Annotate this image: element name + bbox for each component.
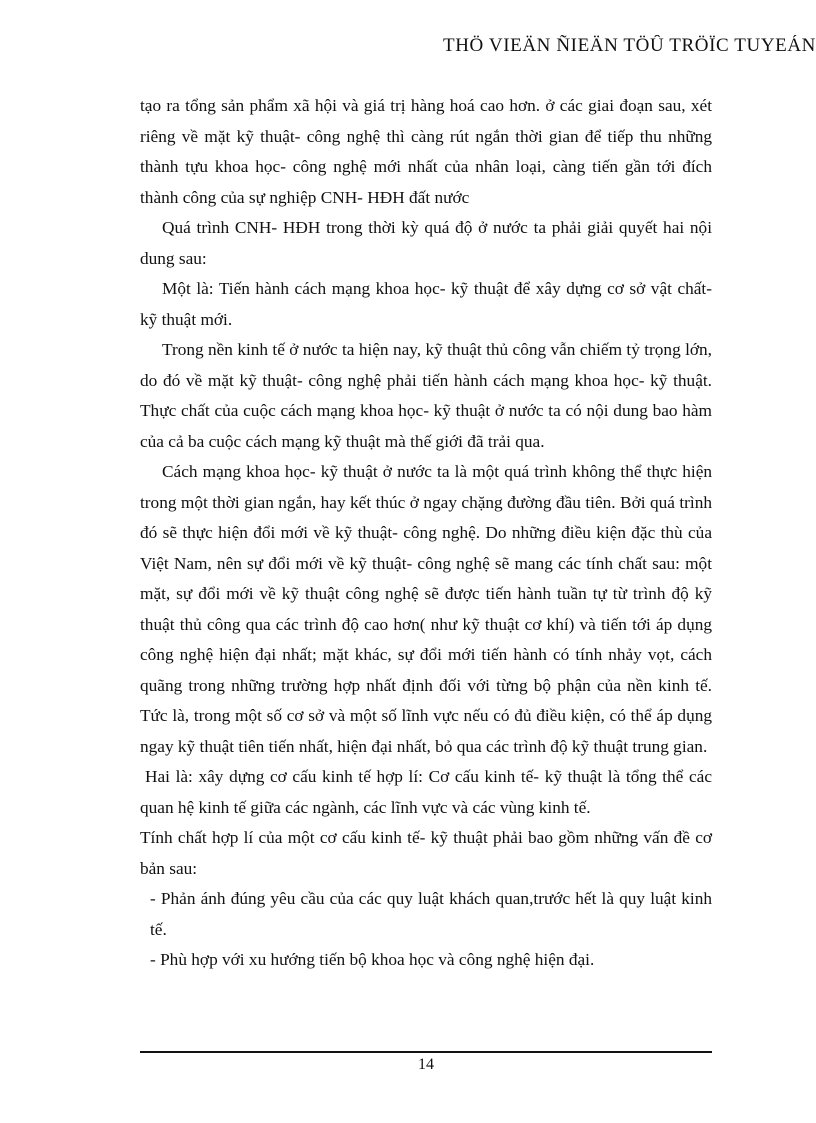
paragraph-first-task: Một là: Tiến hành cách mạng khoa học- kỹ thuật để xây dựng cơ sở vật chất- kỹ thuật mới. — [140, 279, 712, 329]
document-body — [140, 91, 712, 976]
paragraph-rationality: Tính chất hợp lí của một cơ cấu kinh tế- kỹ thuật phải bao gồm những vấn đề cơ bản sau: — [140, 828, 712, 878]
paragraph-process-intro: Quá trình CNH- HĐH trong thời kỳ quá độ ở nước ta phải giải quyết hai nội dung sau: — [140, 218, 712, 268]
footer-divider — [140, 1051, 712, 1053]
bullet-objective-laws — [140, 884, 712, 945]
paragraph-second-task: Hai là: xây dựng cơ cấu kinh tế hợp lí: Cơ cấu kinh tế- kỹ thuật là tổng thể các quan hệ kinh tế giữa các ngành, các lĩnh vực và các vùng kinh tế. — [140, 767, 712, 817]
paragraph-continuation: tạo ra tổng sản phẩm xã hội và giá trị hàng hoá cao hơn. ở các giai đoạn sau, xét riêng về mặt kỹ thuật- công nghệ thì càng rút ngắn thời gian để tiếp thu những thành tựu khoa học- công nghệ mới nhất của nhân loại, càng tiến gần tới đích thành công của sự nghiệp CNH- HĐH đất nước — [140, 96, 712, 207]
bullet-text: - Phản ánh đúng yêu cầu của các quy luật khách quan,trước hết là quy luật kinh tế. — [150, 889, 712, 939]
paragraph-handicraft: Trong nền kinh tế ở nước ta hiện nay, kỹ thuật thủ công vẫn chiếm tỷ trọng lớn, do đó về mặt kỹ thuật- công nghệ phải tiến hành cách mạng khoa học- kỹ thuật. Thực chất của cuộc cách mạng khoa học- kỹ thuật ở nước ta có nội dung bao hàm của cả ba cuộc cách mạng kỹ thuật mà thế giới đã trải qua. — [140, 340, 712, 451]
page-number: 14 — [418, 1056, 434, 1073]
paragraph-revolution: Cách mạng khoa học- kỹ thuật ở nước ta là một quá trình không thể thực hiện trong một thời gian ngắn, hay kết thúc ở ngay chặng đường đầu tiên. Bởi quá trình đó sẽ thực hiện đổi mới về kỹ thuật- công nghệ. Do những điều kiện đặc thù của Việt Nam, nên sự đổi mới về kỹ thuật- công nghệ sẽ mang các tính chất sau: một mặt, sự đổi mới về kỹ thuật công nghệ sẽ được tiến hành tuần tự từ trình độ kỹ thuật thủ công qua các trình độ cao hơn( như kỹ thuật cơ khí) và tiến tới áp dụng công nghệ hiện đại nhất; mặt khác, sự đổi mới tiến hành có tính nhảy vọt, cách quãng trong những trường hợp nhất định đối với từng bộ phận của nền kinh tế. Tức là, trong một số cơ sở và một số lĩnh vực nếu có đủ điều kiện, có thể áp dụng ngay kỹ thuật tiên tiến nhất, hiện đại nhất, bỏ qua các trình độ kỹ thuật trung gian. — [140, 462, 712, 756]
running-header: THÖ VIEÄN ÑIEÄN TÖÛ TRÖÏC TUYEÁN — [443, 35, 816, 56]
bullet-technology-trend: - Phù hợp với xu hướng tiến bộ khoa học và công nghệ hiện đại. — [150, 950, 595, 969]
